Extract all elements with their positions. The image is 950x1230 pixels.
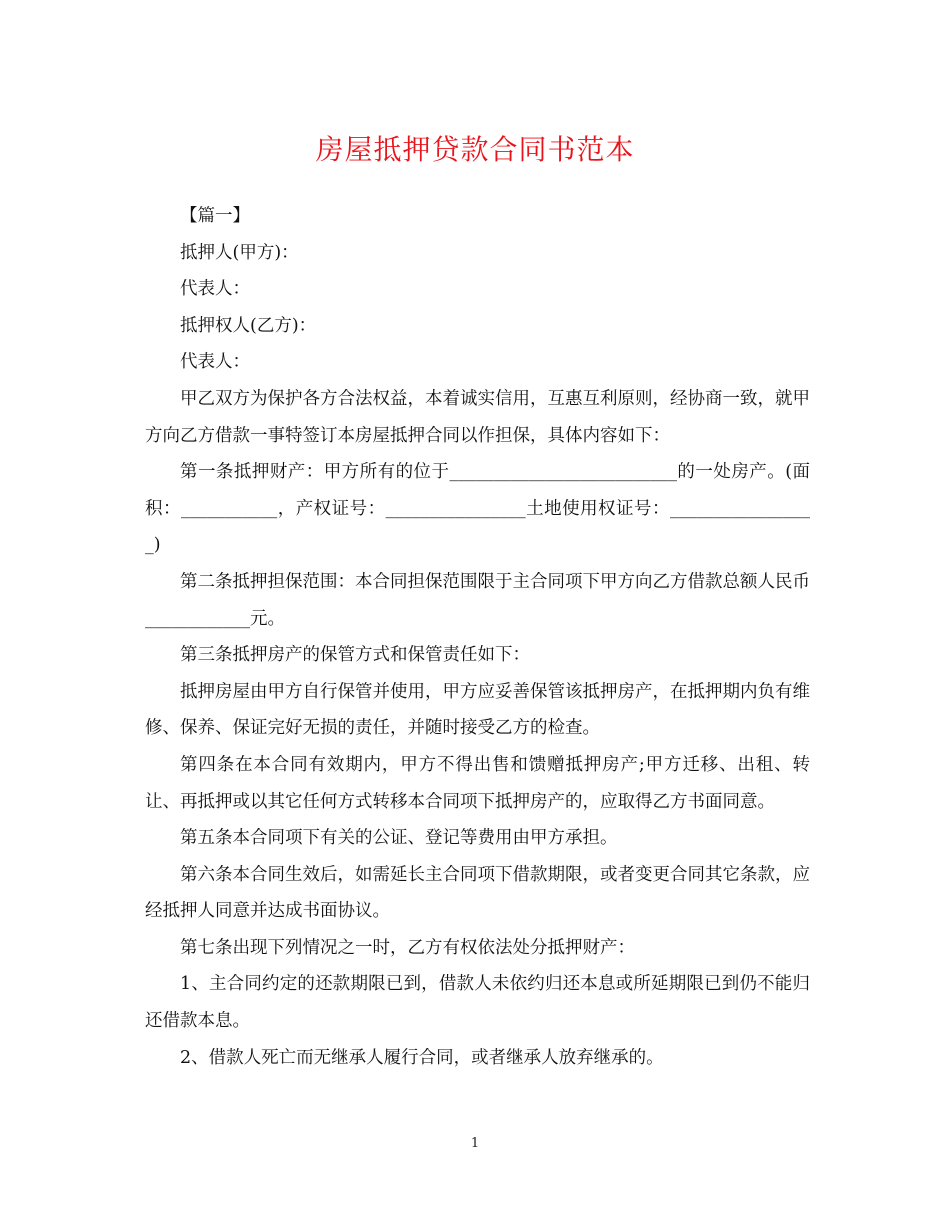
article-7-item-1: 1、主合同约定的还款期限已到，借款人未依约归还本息或所延期限已到仍不能归还借款本息。 xyxy=(145,974,810,1032)
section-heading: 【篇一】 xyxy=(180,206,250,226)
article-7-paragraph: 第七条出现下列情况之一时，乙方有权依法处分抵押财产： xyxy=(180,937,635,958)
preamble-paragraph: 甲乙双方为保护各方合法权益，本着诚实信用，互惠互利原则，经协商一致，就甲方向乙方借款一事特签订本房屋抵押合同以作担保，具体内容如下： xyxy=(145,388,810,446)
article-1-paragraph: 第一条抵押财产：甲方所有的位于__________________________的一处房产。(面积：___________，产权证号：________________土地使用权证号：_________________) xyxy=(145,462,810,556)
article-5-paragraph: 第五条本合同项下有关的公证、登记等费用由甲方承担。 xyxy=(180,828,618,849)
mortgagor-line: 抵押人(甲方)： xyxy=(180,242,299,263)
document-title: 房屋抵押贷款合同书范本 xyxy=(315,133,635,166)
article-2-paragraph: 第二条抵押担保范围：本合同担保范围限于主合同项下甲方向乙方借款总额人民币____________元。 xyxy=(145,571,810,629)
article-3-paragraph: 第三条抵押房产的保管方式和保管责任如下： xyxy=(180,645,530,666)
document-body xyxy=(145,198,810,1076)
article-7-item-2: 2、借款人死亡而无继承人履行合同，或者继承人放弃继承的。 xyxy=(180,1047,664,1068)
article-6-paragraph: 第六条本合同生效后，如需延长主合同项下借款期限，或者变更合同其它条款，应经抵押人同意并达成书面协议。 xyxy=(145,864,810,922)
article-4-paragraph: 第四条在本合同有效期内，甲方不得出售和馈赠抵押房产;甲方迁移、出租、转让、再抵押或以其它任何方式转移本合同项下抵押房产的，应取得乙方书面同意。 xyxy=(145,754,810,812)
article-3-detail-paragraph: 抵押房屋由甲方自行保管并使用，甲方应妥善保管该抵押房产，在抵押期内负有维修、保养、保证完好无损的责任，并随时接受乙方的检查。 xyxy=(145,681,810,739)
page-number: 1 xyxy=(470,1136,480,1151)
mortgagee-representative-line: 代表人： xyxy=(180,352,250,373)
mortgagee-line: 抵押权人(乙方)： xyxy=(180,315,317,336)
mortgagor-representative-line: 代表人： xyxy=(180,279,250,300)
